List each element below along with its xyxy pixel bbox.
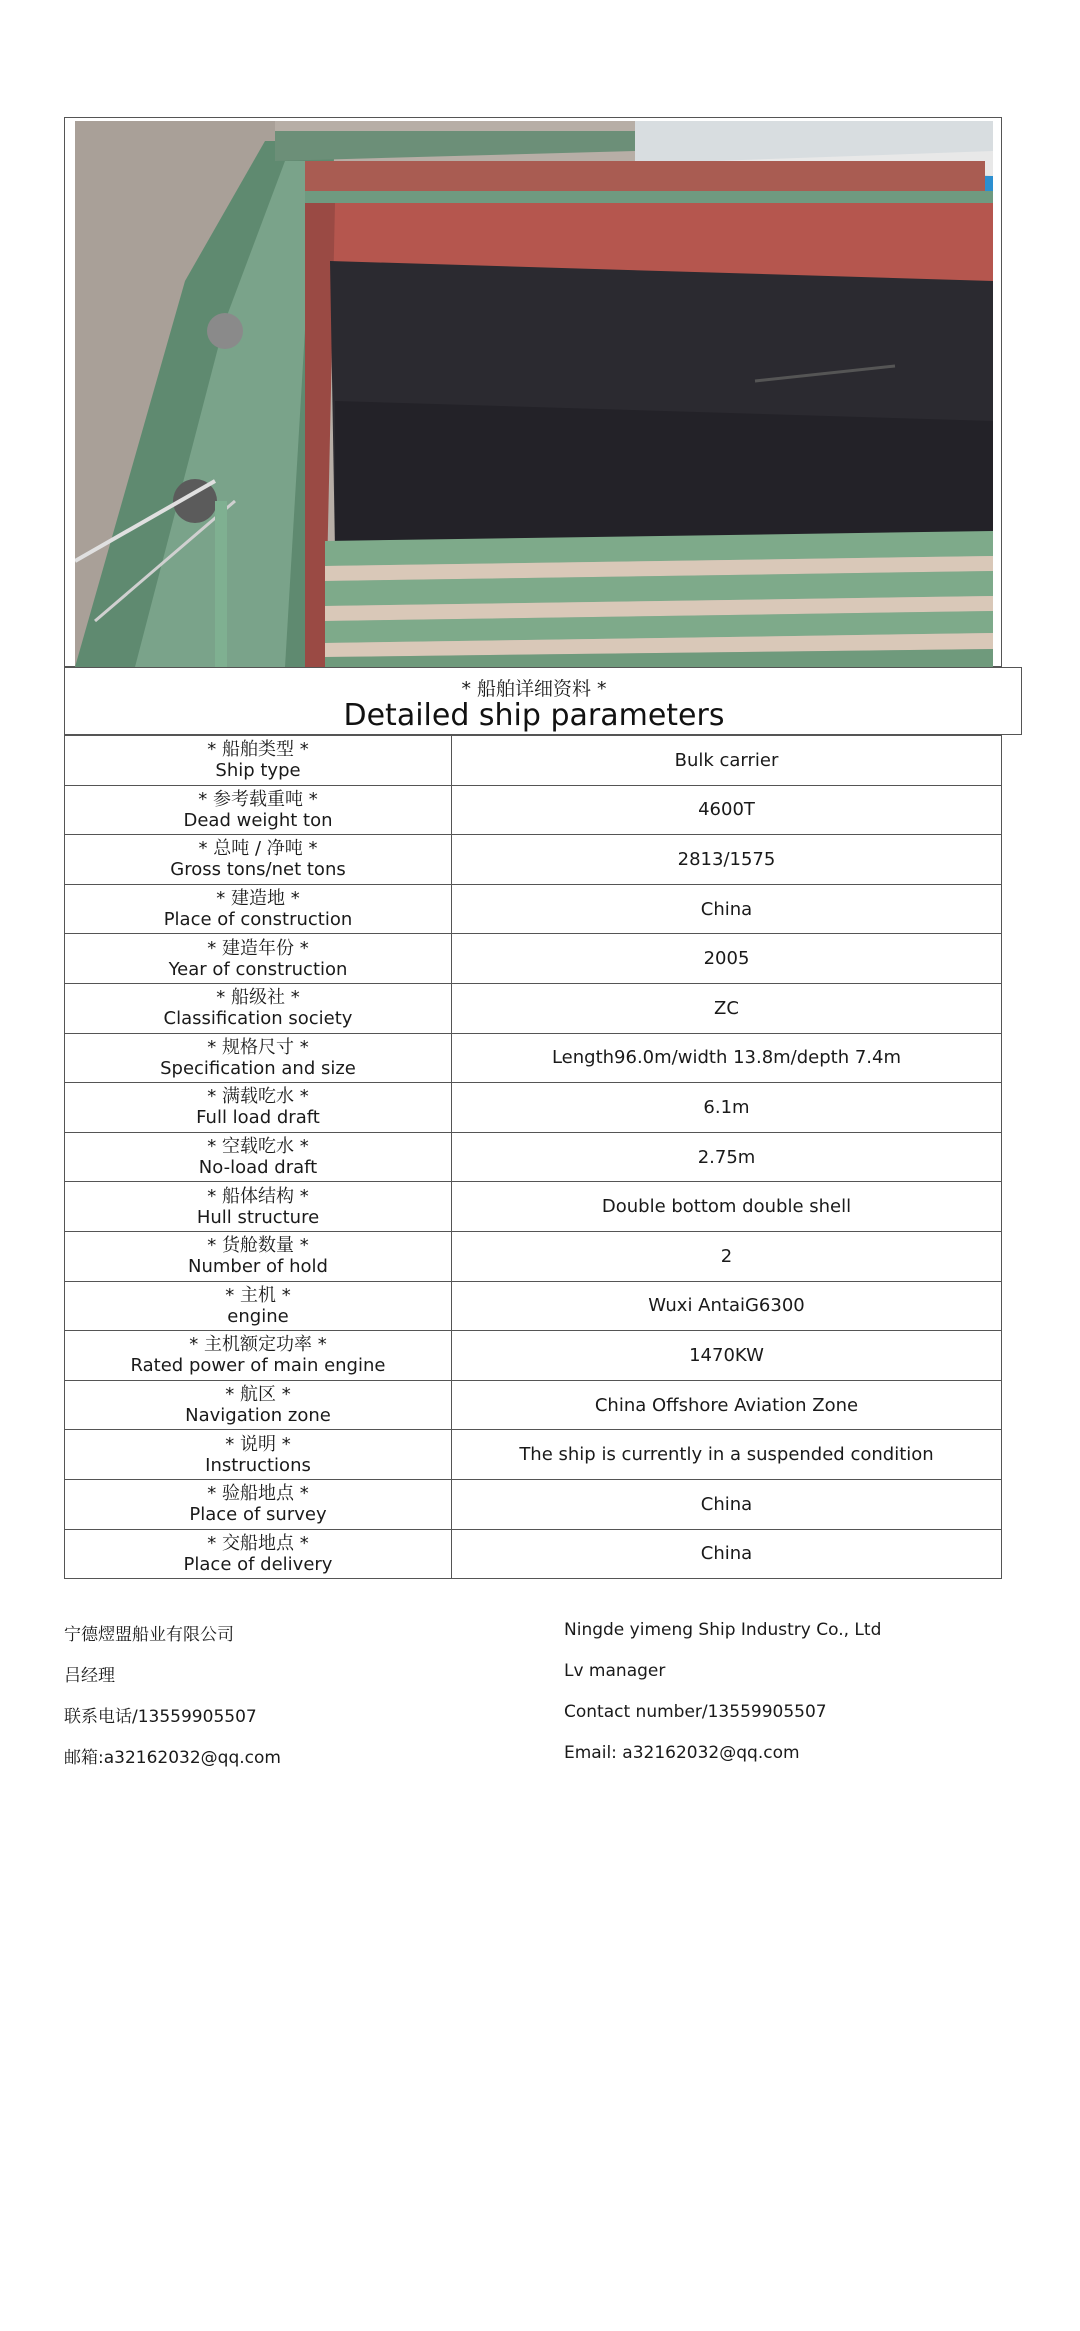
- parameter-label-cell: [65, 1331, 452, 1381]
- parameter-label-cell: [65, 1281, 452, 1331]
- table-row: [65, 1331, 1002, 1381]
- parameter-label-chinese: * 船级社 *: [216, 987, 300, 1009]
- parameter-label-chinese: * 交船地点 *: [207, 1532, 309, 1554]
- parameter-value-cell: [452, 1430, 1002, 1480]
- table-row: [65, 1430, 1002, 1480]
- parameter-label-cell: [65, 884, 452, 934]
- parameter-label-cell: [65, 983, 452, 1033]
- parameter-label-cell: [65, 1529, 452, 1579]
- parameter-value: ZC: [714, 997, 739, 1019]
- parameter-value: The ship is currently in a suspended condition: [519, 1444, 934, 1466]
- ship-photo-frame: [64, 117, 1002, 667]
- parameter-value: Wuxi AntaiG6300: [648, 1295, 805, 1317]
- table-row: [65, 1281, 1002, 1331]
- parameter-value-cell: [452, 736, 1002, 786]
- parameter-value: 4600T: [698, 799, 755, 821]
- parameter-label-english: Ship type: [215, 760, 301, 782]
- parameter-value: 6.1m: [703, 1096, 750, 1118]
- parameter-label-english: No-load draft: [198, 1157, 318, 1179]
- parameter-label-cell: [65, 1380, 452, 1430]
- company-name-english: Ningde yimeng Ship Industry Co., Ltd: [564, 1620, 882, 1640]
- parameter-label-chinese: * 参考载重吨 *: [198, 788, 318, 810]
- table-row: [65, 1033, 1002, 1083]
- parameter-value-cell: [452, 1331, 1002, 1381]
- ship-parameters-table: [64, 735, 1002, 1579]
- table-row: [65, 1083, 1002, 1133]
- contact-row-phone: [64, 1702, 1002, 1743]
- parameter-value-cell: [452, 1033, 1002, 1083]
- parameter-label-english: Specification and size: [160, 1057, 356, 1079]
- parameter-label-cell: [65, 1231, 452, 1281]
- table-row: [65, 934, 1002, 984]
- parameter-value: 2813/1575: [677, 848, 776, 870]
- parameter-label-cell: [65, 736, 452, 786]
- contact-row-manager: [64, 1661, 1002, 1702]
- manager-chinese: 吕经理: [64, 1666, 115, 1686]
- table-row: [65, 835, 1002, 885]
- table-row: [65, 1380, 1002, 1430]
- parameter-value-cell: [452, 835, 1002, 885]
- parameter-value-cell: [452, 1231, 1002, 1281]
- manager-english: Lv manager: [564, 1661, 666, 1681]
- parameter-label-chinese: * 货舱数量 *: [207, 1235, 309, 1257]
- parameter-label-english: Gross tons/net tons: [170, 859, 346, 881]
- table-row: [65, 884, 1002, 934]
- parameter-label-chinese: * 满载吃水 *: [207, 1086, 309, 1108]
- parameter-label-chinese: * 主机额定功率 *: [189, 1334, 327, 1356]
- parameter-value: Double bottom double shell: [601, 1196, 852, 1218]
- email-chinese: 邮箱:a32162032@qq.com: [64, 1748, 281, 1768]
- parameter-label-chinese: * 主机 *: [225, 1284, 291, 1306]
- contact-row-email: [64, 1743, 1002, 1784]
- parameter-value-cell: [452, 1479, 1002, 1529]
- parameter-value: China Offshore Aviation Zone: [594, 1394, 859, 1416]
- parameter-value-cell: [452, 1132, 1002, 1182]
- parameter-value: China: [700, 1493, 753, 1515]
- contact-row-company: [64, 1620, 1002, 1661]
- parameter-value: 2005: [703, 948, 750, 970]
- parameter-label-english: Rated power of main engine: [130, 1355, 386, 1377]
- parameter-label-chinese: * 规格尺寸 *: [207, 1036, 309, 1058]
- parameter-label-chinese: * 船体结构 *: [207, 1185, 309, 1207]
- parameter-label-cell: [65, 1033, 452, 1083]
- parameter-label-english: Year of construction: [168, 958, 348, 980]
- parameter-label-chinese: * 总吨 / 净吨 *: [198, 838, 318, 860]
- table-row: [65, 1479, 1002, 1529]
- parameter-label-english: Hull structure: [196, 1206, 320, 1228]
- parameter-label-english: Place of delivery: [183, 1553, 333, 1575]
- parameter-label-chinese: * 船舶类型 *: [207, 739, 309, 761]
- table-row: [65, 1231, 1002, 1281]
- header-title-english: Detailed ship parameters: [343, 698, 725, 733]
- phone-english: Contact number/13559905507: [564, 1702, 827, 1722]
- company-name-chinese: 宁德熤盟船业有限公司: [64, 1625, 234, 1645]
- parameter-label-chinese: * 说明 *: [225, 1433, 291, 1455]
- table-row: [65, 1132, 1002, 1182]
- table-row: [65, 983, 1002, 1033]
- parameter-label-chinese: * 建造年份 *: [207, 937, 309, 959]
- parameter-label-cell: [65, 835, 452, 885]
- parameter-value-cell: [452, 1380, 1002, 1430]
- parameter-label-chinese: * 验船地点 *: [207, 1483, 309, 1505]
- parameter-label-cell: [65, 1083, 452, 1133]
- parameter-label-english: Place of survey: [189, 1504, 327, 1526]
- phone-chinese: 联系电话/13559905507: [64, 1707, 257, 1727]
- parameter-value: Bulk carrier: [674, 749, 779, 771]
- parameter-value-cell: [452, 884, 1002, 934]
- parameter-value: China: [700, 898, 753, 920]
- parameter-value-cell: [452, 1083, 1002, 1133]
- parameter-value: 2.75m: [697, 1146, 756, 1168]
- table-row: [65, 736, 1002, 786]
- parameter-value-cell: [452, 934, 1002, 984]
- parameter-label-cell: [65, 1430, 452, 1480]
- parameter-label-english: Classification society: [163, 1008, 353, 1030]
- parameter-value: 1470KW: [689, 1344, 764, 1366]
- detail-header: [64, 667, 1022, 735]
- parameter-value-cell: [452, 983, 1002, 1033]
- parameter-label-chinese: * 空载吃水 *: [207, 1136, 309, 1158]
- parameter-label-chinese: * 航区 *: [225, 1384, 291, 1406]
- parameter-value: 2: [720, 1245, 733, 1267]
- parameter-value: Length96.0m/width 13.8m/depth 7.4m: [551, 1047, 902, 1069]
- parameter-value-cell: [452, 1182, 1002, 1232]
- parameter-value-cell: [452, 1529, 1002, 1579]
- parameter-label-english: Place of construction: [163, 909, 353, 931]
- parameter-label-english: Full load draft: [196, 1107, 320, 1129]
- parameter-label-cell: [65, 934, 452, 984]
- parameter-label-english: Navigation zone: [185, 1405, 331, 1427]
- parameter-label-cell: [65, 785, 452, 835]
- parameter-value: China: [700, 1543, 753, 1565]
- parameter-value-cell: [452, 785, 1002, 835]
- contact-block: [64, 1620, 1002, 1784]
- parameter-label-english: engine: [227, 1305, 289, 1327]
- email-english: Email: a32162032@qq.com: [564, 1743, 800, 1763]
- ship-photo-illustration: [75, 121, 993, 667]
- parameter-label-english: Dead weight ton: [183, 809, 333, 831]
- table-row: [65, 785, 1002, 835]
- parameter-label-english: Number of hold: [188, 1256, 328, 1278]
- parameter-value-cell: [452, 1281, 1002, 1331]
- table-row: [65, 1182, 1002, 1232]
- parameter-label-cell: [65, 1182, 452, 1232]
- table-row: [65, 1529, 1002, 1579]
- parameter-label-english: Instructions: [205, 1454, 311, 1476]
- parameter-label-cell: [65, 1132, 452, 1182]
- header-title-chinese: * 船舶详细资料 *: [461, 678, 607, 700]
- parameter-label-cell: [65, 1479, 452, 1529]
- ship-cargo-hold-photo: [75, 121, 993, 667]
- parameter-label-chinese: * 建造地 *: [216, 888, 300, 910]
